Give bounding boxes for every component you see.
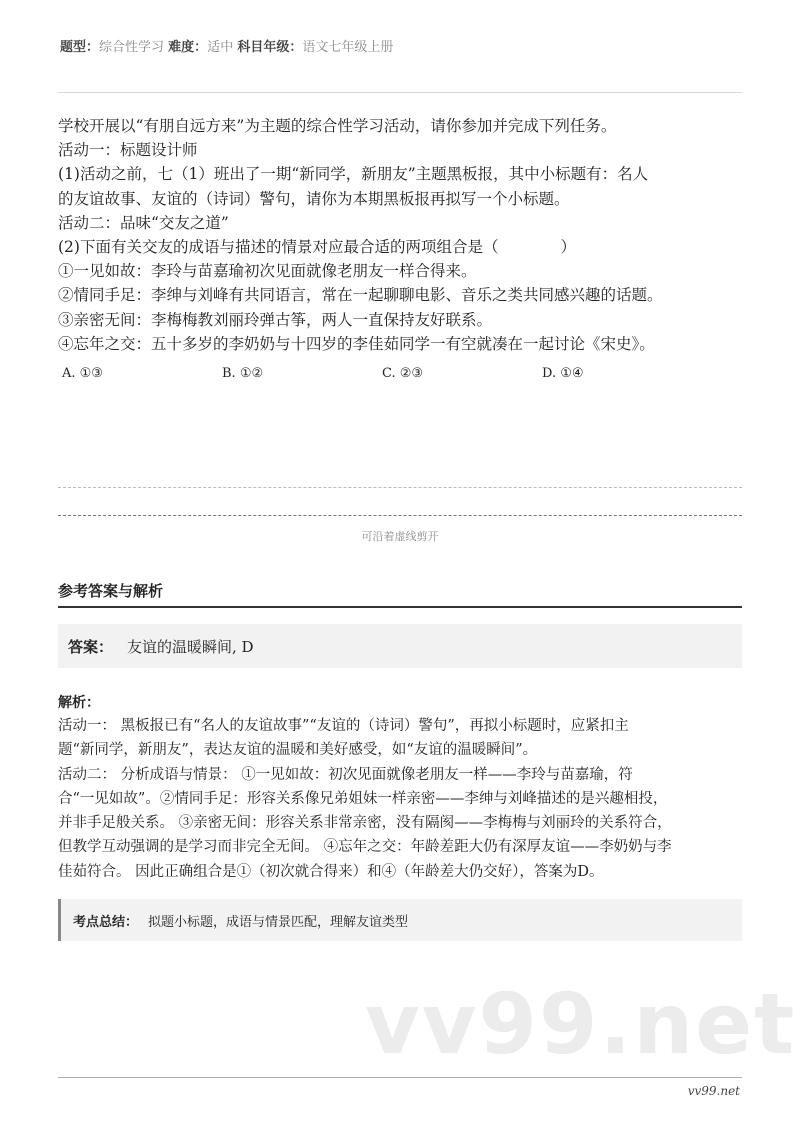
- question-line: ④忘年之交：五十多岁的李奶奶与十四岁的李佳茹同学一有空就凑在一起讨论《宋史》。: [58, 334, 655, 353]
- grade-value: 语文七年级上册: [302, 40, 394, 55]
- question-body: [58, 114, 758, 356]
- question-line: (2)下面有关交友的成语与描述的情景对应最合适的两项组合是（ ）: [58, 238, 576, 257]
- option-a: A. ①③: [62, 366, 103, 381]
- key-points-box: [58, 899, 742, 941]
- explanation-line: 题“新同学，新朋友”，表达友谊的温暖和美好感受，如“友谊的温暖瞬间”。: [58, 742, 538, 759]
- answer-options: [62, 366, 702, 381]
- option-d: D. ①④: [542, 366, 584, 381]
- question-meta: [60, 36, 393, 55]
- divider: [58, 92, 742, 93]
- question-line: ②情同手足：李绅与刘峰有共同语言，常在一起聊聊电影、音乐之类共同感兴趣的话题。: [58, 286, 663, 305]
- footer-site: vv99.net: [687, 1084, 740, 1098]
- cut-line: [58, 515, 742, 516]
- difficulty-value: 适中: [207, 40, 234, 55]
- question-line: 活动一：标题设计师: [58, 141, 198, 160]
- explanation-label: 解析：: [58, 695, 100, 711]
- option-b: B. ①②: [222, 366, 264, 381]
- answer-value: 友谊的温暖瞬间, D: [127, 637, 254, 656]
- difficulty-label: 难度：: [168, 40, 208, 55]
- key-points-label: 考点总结：: [73, 914, 139, 930]
- section-title: 参考答案与解析: [58, 582, 164, 600]
- explanation-line: 佳茹符合。 因此正确组合是①（初次就合得来）和④（年龄差大仍交好），答案为D。: [58, 863, 604, 880]
- question-line: ①一见如故：李玲与苗嘉瑜初次见面就像老朋友一样合得来。: [58, 262, 477, 281]
- answer-box: [58, 624, 742, 668]
- key-points-value: 拟题小标题，成语与情景匹配，理解友谊类型: [148, 914, 409, 930]
- explanation-line: 并非手足般关系。 ③亲密无间：形容关系非常亲密，没有隔阂——李梅梅与刘丽玲的关系符合，: [58, 815, 672, 832]
- option-c: C. ②③: [382, 366, 424, 381]
- type-label: 题型：: [60, 40, 100, 55]
- explanation-line: 活动二： 分析成语与情景： ①一见如故：初次见面就像老朋友一样——李玲与苗嘉瑜，符: [58, 766, 633, 783]
- explanation-line: 活动一： 黑板报已有“名人的友谊故事”“友谊的（诗词）警句”，再拟小标题时，应紧扣主: [58, 718, 629, 734]
- type-value: 综合性学习: [99, 40, 165, 55]
- answer-label: 答案：: [68, 637, 114, 656]
- watermark: vv99.net: [365, 975, 797, 1073]
- question-line: 活动二：品味“交友之道”: [58, 213, 229, 232]
- cut-hint: 可沿着虚线剪开: [361, 530, 439, 543]
- explanation-body: [58, 714, 672, 884]
- question-line: ③亲密无间：李梅梅教刘丽玲弹古筝，两人一直保持友好联系。: [58, 310, 493, 329]
- question-line: (1)活动之前，七（1）班出了一期“新同学，新朋友”主题黑板报，其中小标题有：名人: [58, 165, 649, 184]
- grade-label: 科目年级：: [237, 40, 303, 55]
- explanation-line: 合“一见如故”。②情同手足：形容关系像兄弟姐妹一样亲密——李绅与刘峰描述的是兴趣相投，: [58, 790, 668, 807]
- cut-line: [58, 487, 742, 488]
- question-line: 的友谊故事、友谊的（诗词）警句，请你为本期黑板报再拟写一个小标题。: [58, 189, 570, 208]
- section-divider: [58, 606, 742, 608]
- question-line: 学校开展以“有朋自远方来”为主题的综合性学习活动，请你参加并完成下列任务。: [58, 117, 617, 135]
- explanation-line: 但教学互动强调的是学习而非完全无间。 ④忘年之交：年龄差距大仍有深厚友谊——李奶奶与李: [58, 839, 672, 856]
- footer-divider: [58, 1077, 742, 1078]
